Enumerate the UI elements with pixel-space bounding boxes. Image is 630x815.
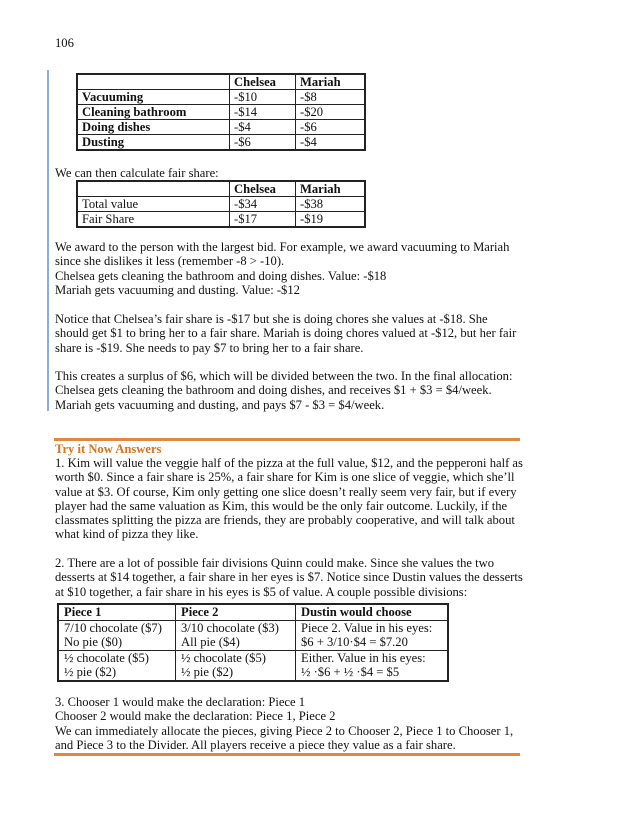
text-line: Notice that Chelsea’s fair share is -$17 but she is doing chores she values at -$18. She	[55, 312, 488, 326]
cell-line: $6 + 3/10·$4 = $7.20	[301, 635, 408, 649]
cell-line: 7/10 chocolate ($7)	[64, 620, 162, 635]
text-line: Mariah gets vacuuming and dusting. Value: -$12	[55, 282, 300, 297]
answer-1	[55, 456, 535, 542]
table-header-cell: Mariah	[296, 181, 366, 197]
text-line: share is -$19. She needs to pay $7 to bring her to a fair share.	[55, 340, 364, 355]
table-row	[77, 135, 365, 151]
text-line: Chelsea gets cleaning the bathroom and doing dishes, and receives $1 + $3 = $4/week.	[55, 383, 492, 398]
table-header-row	[77, 181, 365, 197]
fair-share-intro: We can then calculate fair share:	[55, 166, 219, 180]
piece1-cell	[58, 620, 176, 650]
chore-valuation-table	[76, 73, 366, 151]
table-header-cell: Piece 1	[58, 604, 176, 620]
answer-2	[55, 556, 535, 599]
text-line: value at $3. Of course, Kim only getting one slice doesn’t really seem very fair, but if every	[55, 484, 517, 499]
cell-line: ½ chocolate ($5)	[181, 650, 266, 665]
text-line: player had the same valuation as Kim, this would be the only fair outcome. Luckily, if the	[55, 498, 508, 513]
chelsea-value: -$34	[230, 197, 296, 212]
piece2-cell	[176, 650, 296, 681]
chelsea-value: -$17	[230, 212, 296, 228]
chelsea-value: -$14	[230, 105, 296, 120]
chore-label: Cleaning bathroom	[77, 105, 230, 120]
table-header-cell	[77, 74, 230, 90]
text-line: This creates a surplus of $6, which will be divided between the two. In the final allocation:	[55, 369, 513, 383]
page-number: 106	[55, 36, 74, 50]
fair-share-table	[76, 180, 366, 228]
mariah-value: -$19	[296, 212, 366, 228]
text-line: and Piece 3 to the Divider. All players receive a piece they value as a fair share.	[55, 737, 456, 752]
chore-label: Doing dishes	[77, 120, 230, 135]
table-row	[77, 120, 365, 135]
cell-line: ½ pie ($2)	[181, 665, 234, 679]
choice-cell	[296, 620, 449, 650]
mariah-value: -$20	[296, 105, 366, 120]
text-line: should get $1 to bring her to a fair share. Mariah is doing chores valued at -$12, but her fair	[55, 326, 517, 341]
cell-line: ½ chocolate ($5)	[64, 650, 149, 665]
change-bar	[47, 70, 49, 411]
table-header-row	[58, 604, 448, 620]
notice-paragraph	[55, 312, 525, 355]
mariah-value: -$6	[296, 120, 366, 135]
cell-line: 3/10 chocolate ($3)	[181, 620, 279, 635]
cell-line: Piece 2. Value in his eyes:	[301, 620, 433, 635]
cell-line: ½ ·$6 + ½ ·$4 = $5	[301, 665, 400, 679]
cell-line: Either. Value in his eyes:	[301, 650, 426, 665]
table-header-cell: Chelsea	[230, 74, 296, 90]
chelsea-value: -$4	[230, 120, 296, 135]
text-line: worth $0. Since a fair share is 25%, a fair share for Kim is one slice of veggie, which she’ll	[55, 470, 515, 485]
text-line: Chooser 2 would make the declaration: Piece 1, Piece 2	[55, 709, 336, 724]
table-row	[77, 197, 365, 212]
table-row	[58, 650, 448, 681]
mariah-value: -$4	[296, 135, 366, 151]
cell-line: ½ pie ($2)	[64, 665, 117, 679]
row-label: Fair Share	[77, 212, 230, 228]
answers-top-rule	[54, 438, 520, 441]
cell-line: No pie ($0)	[64, 635, 123, 649]
text-line: We award to the person with the largest bid. For example, we award vacuuming to Mariah	[55, 240, 510, 254]
text-line: Mariah gets vacuuming and dusting, and pays $7 - $3 = $4/week.	[55, 397, 385, 412]
answers-title: Try it Now Answers	[55, 442, 162, 456]
answers-bottom-rule	[54, 753, 520, 756]
text-line: what kind of pizza they like.	[55, 527, 199, 542]
text-line: We can immediately allocate the pieces, giving Piece 2 to Chooser 2, Piece 1 to Chooser 1,	[55, 723, 514, 738]
text-line: 3. Chooser 1 would make the declaration: Piece 1	[55, 695, 306, 709]
chelsea-value: -$10	[230, 90, 296, 105]
text-line: Chelsea gets cleaning the bathroom and doing dishes. Value: -$18	[55, 268, 387, 283]
text-line: 1. Kim will value the veggie half of the pizza at the full value, $12, and the pepperoni half as	[55, 456, 523, 470]
table-row	[77, 105, 365, 120]
table-header-cell	[77, 181, 230, 197]
divisions-table	[57, 603, 449, 682]
text-line: classmates splitting the pizza are friends, they are probably cooperative, and will talk about	[55, 513, 515, 528]
table-header-cell: Chelsea	[230, 181, 296, 197]
chore-label: Vacuuming	[77, 90, 230, 105]
text-line: 2. There are a lot of possible fair divisions Quinn could make. Since she values the two	[55, 556, 495, 570]
answer-3	[55, 695, 535, 752]
cell-line: All pie ($4)	[181, 635, 240, 649]
surplus-paragraph	[55, 369, 525, 412]
choice-cell	[296, 650, 449, 681]
piece2-cell	[176, 620, 296, 650]
table-header-cell: Mariah	[296, 74, 366, 90]
table-header-row	[77, 74, 365, 90]
text-line: at $10 together, a fair share in his eyes is $5 of value. A couple possible divisions:	[55, 584, 468, 599]
award-paragraph	[55, 240, 525, 297]
table-row	[58, 620, 448, 650]
piece1-cell	[58, 650, 176, 681]
table-row	[77, 212, 365, 228]
chore-label: Dusting	[77, 135, 230, 151]
table-row	[77, 90, 365, 105]
mariah-value: -$8	[296, 90, 366, 105]
mariah-value: -$38	[296, 197, 366, 212]
text-line: desserts at $14 together, a fair share in her eyes is $7. Notice since Dustin values the desserts	[55, 570, 523, 585]
table-header-cell: Dustin would choose	[296, 604, 449, 620]
row-label: Total value	[77, 197, 230, 212]
chelsea-value: -$6	[230, 135, 296, 151]
text-line: since she dislikes it less (remember -8 > -10).	[55, 254, 285, 269]
table-header-cell: Piece 2	[176, 604, 296, 620]
